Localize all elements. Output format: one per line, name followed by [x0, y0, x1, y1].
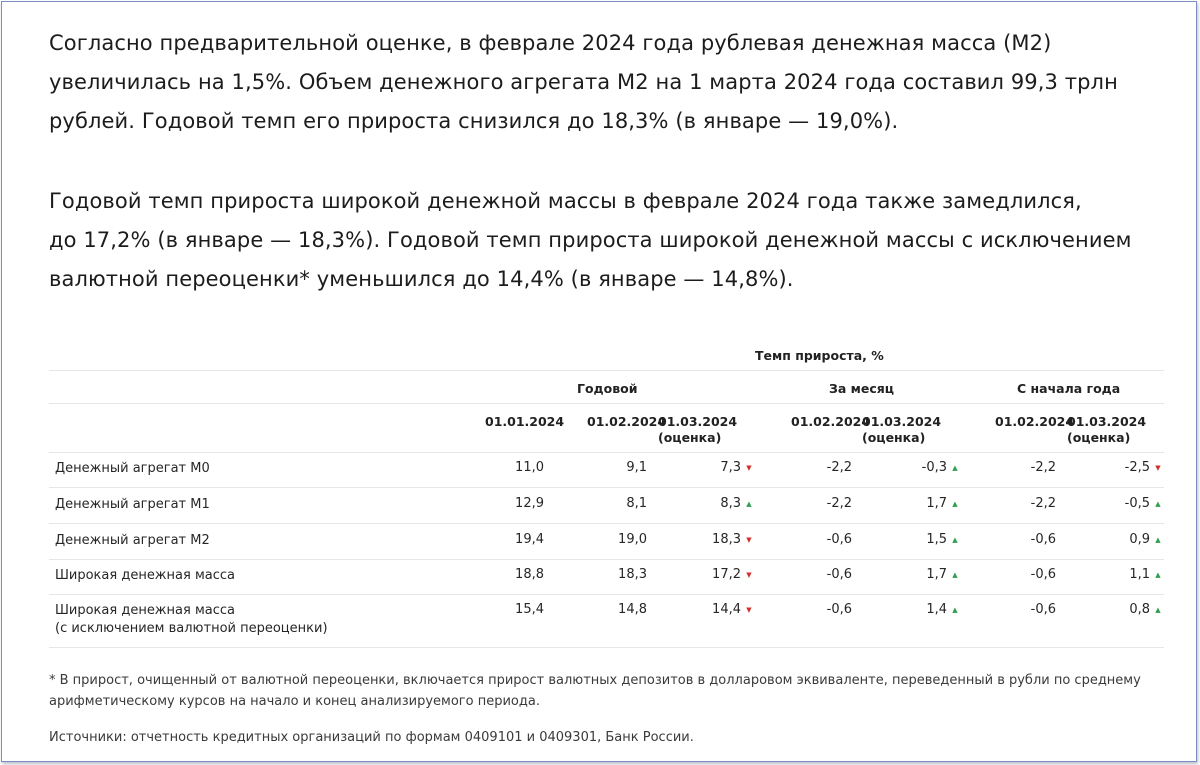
arrow-up-icon: ▲: [1155, 500, 1161, 508]
row-label: [55, 460, 210, 478]
table-divider: [49, 559, 1164, 560]
table-divider: [49, 523, 1164, 524]
cell-value: 15,4: [515, 602, 544, 617]
table-cell: [464, 460, 544, 475]
table-cell: [879, 532, 959, 547]
paragraph-line: до 17,2% (в январе — 18,3%). Годовой темп прироста широкой денежной массы с исключением: [49, 228, 1132, 252]
cell-value: 14,4: [712, 602, 741, 617]
table-cell: [673, 460, 753, 475]
paragraph-line: Годовой темп прироста широкой денежной массы в феврале 2024 года также замедлился,: [49, 189, 1082, 213]
table-cell: [673, 532, 753, 547]
table-cell: [464, 567, 544, 582]
column-header-note: (оценка): [658, 430, 722, 445]
table-cell: [567, 532, 647, 547]
table-cell: [879, 460, 959, 475]
cell-value: 19,0: [618, 532, 647, 547]
table-cell: [772, 567, 852, 582]
row-label-line: Денежный агрегат М2: [55, 533, 210, 548]
group-header-ytd: С начала года: [1017, 381, 1121, 396]
arrow-up-icon: ▲: [1155, 536, 1161, 544]
column-header-note: (оценка): [862, 430, 926, 445]
column-header-note: (оценка): [1067, 430, 1131, 445]
column-header: [862, 414, 941, 446]
arrow-up-icon: ▲: [1155, 606, 1161, 614]
column-header: 01.02.2024: [791, 414, 871, 429]
table-cell: [464, 602, 544, 617]
table-cell: [879, 496, 959, 511]
table-cell: [673, 496, 753, 511]
row-label: [55, 532, 210, 550]
column-header-date: 01.03.2024: [862, 414, 942, 429]
table-cell: [1082, 602, 1162, 617]
table-divider: [49, 403, 1164, 404]
row-label-line: (с исключением валютной переоценки): [55, 621, 328, 636]
cell-value: 1,1: [1129, 567, 1150, 582]
table-cell: [567, 496, 647, 511]
cell-value: 7,3: [720, 460, 741, 475]
row-label-line: Широкая денежная масса: [55, 603, 235, 618]
cell-value: -0,6: [826, 532, 852, 547]
cell-value: -2,2: [1030, 460, 1056, 475]
table-divider: [49, 452, 1164, 453]
row-label: [55, 496, 210, 514]
arrow-up-icon: ▲: [952, 571, 958, 579]
column-header-date: 01.03.2024: [658, 414, 738, 429]
cell-value: -0,6: [1030, 602, 1056, 617]
table-cell: [1082, 532, 1162, 547]
table-cell: [976, 602, 1056, 617]
paragraph-line: увеличилась на 1,5%. Объем денежного агрегата М2 на 1 марта 2024 года составил 99,3 трлн: [49, 70, 1118, 94]
table-cell: [772, 496, 852, 511]
group-header-annual: Годовой: [577, 381, 638, 396]
sources-text: Источники: отчетность кредитных организаций по формам 0409101 и 0409301, Банк России.: [49, 730, 694, 745]
table-cell: [464, 496, 544, 511]
table-cell: [673, 602, 753, 617]
table-cell: [976, 496, 1056, 511]
table-cell: [976, 567, 1056, 582]
arrow-down-icon: ▼: [746, 571, 752, 579]
row-label-line: Денежный агрегат М0: [55, 461, 210, 476]
column-header-date: 01.03.2024: [1067, 414, 1147, 429]
table-cell: [1082, 567, 1162, 582]
arrow-down-icon: ▼: [746, 536, 752, 544]
paragraph-line: рублей. Годовой темп его прироста снизился до 18,3% (в январе — 19,0%).: [49, 109, 899, 133]
table-cell: [772, 532, 852, 547]
cell-value: 1,7: [926, 496, 947, 511]
cell-value: -2,2: [826, 460, 852, 475]
cell-value: 17,2: [712, 567, 741, 582]
table-cell: [1082, 496, 1162, 511]
cell-value: -0,6: [826, 567, 852, 582]
cell-value: 9,1: [626, 460, 647, 475]
footnote-line: * В прирост, очищенный от валютной переоценки, включается прирост валютных депозитов в долларовом эквиваленте, переведенный в рубли по среднему: [49, 673, 1141, 688]
arrow-down-icon: ▼: [746, 606, 752, 614]
arrow-up-icon: ▲: [952, 500, 958, 508]
group-header-monthly: За месяц: [829, 381, 895, 396]
cell-value: 19,4: [515, 532, 544, 547]
arrow-up-icon: ▲: [952, 606, 958, 614]
cell-value: -0,6: [1030, 567, 1056, 582]
table-divider: [49, 487, 1164, 488]
paragraph-line: Согласно предварительной оценке, в феврале 2024 года рублевая денежная масса (М2): [49, 31, 1052, 55]
cell-value: -0,6: [826, 602, 852, 617]
footnote-line: арифметическому курсов на начало и конец анализируемого периода.: [49, 694, 540, 709]
row-label: [55, 602, 328, 638]
paragraph-m2-summary: [49, 24, 1149, 141]
sources-note: [49, 727, 1164, 748]
arrow-up-icon: ▲: [746, 500, 752, 508]
column-header: 01.02.2024: [587, 414, 667, 429]
paragraph-broad-money-summary: [49, 182, 1149, 299]
cell-value: -0,5: [1124, 496, 1150, 511]
column-header: [658, 414, 737, 446]
cell-value: 8,1: [626, 496, 647, 511]
table-cell: [772, 460, 852, 475]
cell-value: -2,2: [826, 496, 852, 511]
arrow-down-icon: ▼: [746, 464, 752, 472]
cell-value: 8,3: [720, 496, 741, 511]
column-header: 01.02.2024: [995, 414, 1075, 429]
cell-value: -0,3: [921, 460, 947, 475]
arrow-up-icon: ▲: [952, 536, 958, 544]
cell-value: 11,0: [515, 460, 544, 475]
row-label-line: Широкая денежная масса: [55, 568, 235, 583]
cell-value: 14,8: [618, 602, 647, 617]
table-cell: [772, 602, 852, 617]
cell-value: 18,8: [515, 567, 544, 582]
cell-value: 12,9: [515, 496, 544, 511]
row-label-line: Денежный агрегат М1: [55, 497, 210, 512]
table-super-header: Темп прироста, %: [755, 348, 884, 363]
cell-value: -2,2: [1030, 496, 1056, 511]
cell-value: -0,6: [1030, 532, 1056, 547]
table-cell: [673, 567, 753, 582]
cell-value: 1,5: [926, 532, 947, 547]
paragraph-line: валютной переоценки* уменьшился до 14,4% (в январе — 14,8%).: [49, 267, 794, 291]
table-divider: [49, 370, 1164, 371]
cell-value: -2,5: [1124, 460, 1150, 475]
table-cell: [879, 567, 959, 582]
cell-value: 18,3: [712, 532, 741, 547]
arrow-down-icon: ▼: [1155, 464, 1161, 472]
cell-value: 0,9: [1129, 532, 1150, 547]
table-cell: [567, 460, 647, 475]
table-cell: [879, 602, 959, 617]
table-divider: [49, 647, 1164, 648]
column-header: [1067, 414, 1146, 446]
table-cell: [567, 567, 647, 582]
column-header: 01.01.2024: [485, 414, 565, 429]
table-cell: [567, 602, 647, 617]
table-cell: [976, 460, 1056, 475]
cell-value: 1,7: [926, 567, 947, 582]
cell-value: 18,3: [618, 567, 647, 582]
table-cell: [1082, 460, 1162, 475]
cell-value: 0,8: [1129, 602, 1150, 617]
table-divider: [49, 594, 1164, 595]
footnote: [49, 670, 1164, 712]
cell-value: 1,4: [926, 602, 947, 617]
arrow-up-icon: ▲: [952, 464, 958, 472]
table-cell: [976, 532, 1056, 547]
row-label: [55, 567, 235, 585]
table-cell: [464, 532, 544, 547]
arrow-up-icon: ▲: [1155, 571, 1161, 579]
